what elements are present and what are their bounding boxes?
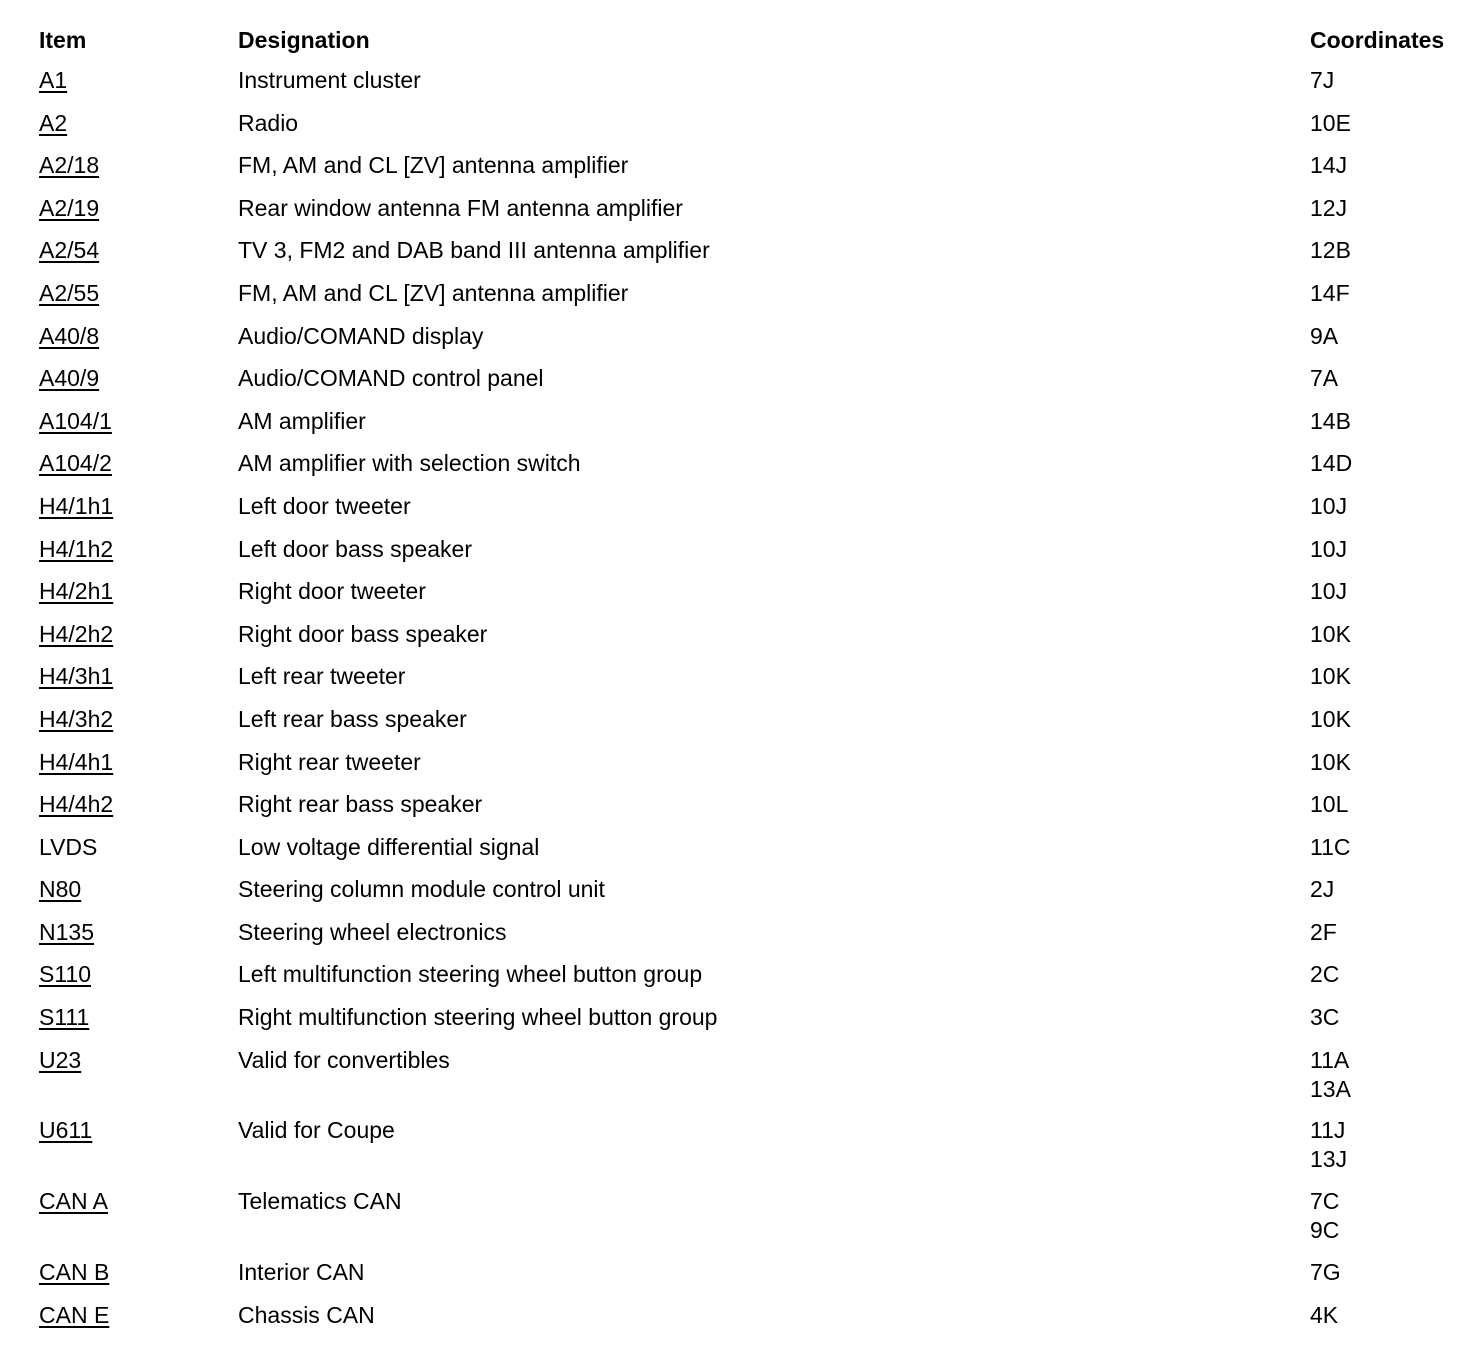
item-link[interactable]: CAN E xyxy=(39,1301,110,1328)
item-link[interactable]: A2 xyxy=(39,109,68,136)
coordinate-value: 11J xyxy=(1310,1117,1346,1144)
item-link[interactable]: S111 xyxy=(39,1004,90,1031)
coordinate-value: 14J xyxy=(1310,152,1348,179)
item-link[interactable]: A104/2 xyxy=(39,450,112,477)
table-row xyxy=(0,875,1472,918)
coordinates-cell xyxy=(1310,109,1351,138)
coordinate-value: 10K xyxy=(1310,748,1351,775)
designation-text: Right door tweeter xyxy=(238,578,426,605)
table-row xyxy=(0,407,1472,450)
coordinate-value: 2F xyxy=(1310,918,1337,945)
coordinate-value: 12B xyxy=(1310,237,1351,264)
item-link[interactable]: A2/55 xyxy=(39,279,100,306)
coordinates-cell xyxy=(1310,407,1351,436)
coordinate-value: 14B xyxy=(1310,407,1351,434)
designation-text: Rear window antenna FM antenna amplifier xyxy=(238,194,683,221)
coordinate-value: 13J xyxy=(1310,1146,1348,1173)
coordinate-value: 9A xyxy=(1310,322,1339,349)
coordinates-cell xyxy=(1310,66,1334,95)
coordinate-value: 10L xyxy=(1310,791,1349,818)
coordinate-value: 11C xyxy=(1310,833,1351,860)
table-row xyxy=(0,790,1472,833)
designation-text: FM, AM and CL [ZV] antenna amplifier xyxy=(238,279,629,306)
table-row xyxy=(0,492,1472,535)
table-row xyxy=(0,364,1472,407)
table-row xyxy=(0,66,1472,109)
header-item: Item xyxy=(39,27,87,53)
coordinate-value: 7C xyxy=(1310,1188,1340,1215)
table-row xyxy=(0,1046,1472,1117)
item-link[interactable]: H4/1h2 xyxy=(39,535,114,562)
designation-text: Telematics CAN xyxy=(238,1188,402,1215)
item-link[interactable]: H4/2h2 xyxy=(39,620,114,647)
designation-text: Low voltage differential signal xyxy=(238,833,540,860)
designation-text: Left door bass speaker xyxy=(238,535,472,562)
table-row xyxy=(0,1187,1472,1258)
coordinates-cell xyxy=(1310,577,1347,606)
coordinate-value: 14D xyxy=(1310,450,1353,477)
designation-text: FM, AM and CL [ZV] antenna amplifier xyxy=(238,152,629,179)
item-link[interactable]: U23 xyxy=(39,1046,82,1073)
coordinates-cell xyxy=(1310,1003,1339,1032)
designation-text: Left rear tweeter xyxy=(238,663,406,690)
table-row xyxy=(0,705,1472,748)
coordinate-value: 10J xyxy=(1310,578,1348,605)
designation-text: TV 3, FM2 and DAB band III antenna amplifier xyxy=(238,237,710,264)
coordinates-cell xyxy=(1310,236,1351,265)
designation-text: Chassis CAN xyxy=(238,1301,375,1328)
table-row xyxy=(0,449,1472,492)
coordinate-value: 10K xyxy=(1310,620,1351,647)
coordinates-cell xyxy=(1310,662,1351,691)
coordinates-cell xyxy=(1310,1301,1338,1330)
table-row xyxy=(0,748,1472,791)
table-row xyxy=(0,1003,1472,1046)
designation-text: Right door bass speaker xyxy=(238,620,488,647)
coordinate-value: 7G xyxy=(1310,1259,1341,1286)
coordinate-value: 7J xyxy=(1310,67,1335,93)
designation-text: Valid for Coupe xyxy=(238,1117,395,1144)
table-row xyxy=(0,1301,1472,1344)
coordinates-cell xyxy=(1310,194,1347,223)
coordinates-cell xyxy=(1310,875,1334,904)
table-row xyxy=(0,109,1472,152)
coordinate-value: 10J xyxy=(1310,492,1348,519)
coordinates-cell xyxy=(1310,151,1347,180)
table-row xyxy=(0,918,1472,961)
coordinate-value: 12J xyxy=(1310,194,1348,221)
designation-text: Left multifunction steering wheel button group xyxy=(238,961,703,988)
table-row xyxy=(0,577,1472,620)
designation-text: Left rear bass speaker xyxy=(238,705,467,732)
item-link[interactable]: A2/18 xyxy=(39,152,100,179)
item-link[interactable]: H4/3h1 xyxy=(39,663,114,690)
coordinate-value: 2C xyxy=(1310,961,1340,988)
table-header xyxy=(0,24,1472,60)
coordinate-value: 10J xyxy=(1310,535,1348,562)
coordinate-value: 14F xyxy=(1310,279,1350,306)
coordinate-value: 3C xyxy=(1310,1004,1340,1031)
table-row xyxy=(0,662,1472,705)
item-link[interactable]: U611 xyxy=(39,1117,93,1144)
coordinates-cell xyxy=(1310,364,1338,393)
item-link[interactable]: CAN A xyxy=(39,1188,109,1215)
item-link[interactable]: N135 xyxy=(39,918,94,945)
coordinates-cell xyxy=(1310,790,1348,819)
designation-text: Right rear tweeter xyxy=(238,748,421,775)
coordinate-value: 2J xyxy=(1310,876,1335,903)
coordinate-value: 7A xyxy=(1310,365,1339,392)
designation-text: Valid for convertibles xyxy=(238,1046,450,1073)
coordinates-cell xyxy=(1310,1187,1339,1245)
item-link[interactable]: H4/1h1 xyxy=(39,492,114,519)
coordinates-cell xyxy=(1310,492,1347,521)
table-body xyxy=(0,66,1472,1343)
item-link[interactable]: A2/19 xyxy=(39,194,100,221)
coordinates-cell xyxy=(1310,620,1351,649)
coordinates-cell xyxy=(1310,918,1337,947)
table-row xyxy=(0,322,1472,365)
item-link[interactable]: H4/4h2 xyxy=(39,791,114,818)
item-label: LVDS xyxy=(39,833,98,860)
coordinate-value: 11A xyxy=(1310,1046,1350,1073)
coordinates-cell xyxy=(1310,1258,1341,1287)
item-link[interactable]: N80 xyxy=(39,876,82,903)
table-row xyxy=(0,1116,1472,1187)
designation-text: Right multifunction steering wheel button group xyxy=(238,1004,718,1031)
item-link[interactable]: CAN B xyxy=(39,1259,110,1286)
item-link[interactable]: A104/1 xyxy=(39,407,112,434)
designation-text: Steering wheel electronics xyxy=(238,918,507,945)
table-row xyxy=(0,620,1472,663)
table-row xyxy=(0,535,1472,578)
item-link[interactable]: A1 xyxy=(39,67,68,93)
coordinates-cell xyxy=(1310,705,1351,734)
coordinates-cell xyxy=(1310,1116,1347,1174)
table-row xyxy=(0,1258,1472,1301)
table-row xyxy=(0,960,1472,1003)
item-link[interactable]: H4/2h1 xyxy=(39,578,114,605)
header-designation: Designation xyxy=(238,27,370,53)
coordinate-value: 10K xyxy=(1310,663,1351,690)
table-row xyxy=(0,833,1472,876)
coordinate-value: 13A xyxy=(1310,1075,1351,1102)
designation-text: Right rear bass speaker xyxy=(238,791,483,818)
table-row xyxy=(0,151,1472,194)
designation-text: Radio xyxy=(238,109,299,136)
item-link[interactable]: A40/9 xyxy=(39,365,100,392)
coordinates-cell xyxy=(1310,449,1352,478)
coordinates-cell xyxy=(1310,748,1351,777)
designation-text: Audio/COMAND display xyxy=(238,322,484,349)
table-row xyxy=(0,194,1472,237)
designation-text: Instrument cluster xyxy=(238,67,421,93)
table-row xyxy=(0,236,1472,279)
coordinate-value: 10K xyxy=(1310,705,1351,732)
item-link[interactable]: A40/8 xyxy=(39,322,100,349)
designation-text: Interior CAN xyxy=(238,1259,365,1286)
item-link[interactable]: A2/54 xyxy=(39,237,100,264)
coordinate-value: 4K xyxy=(1310,1301,1339,1328)
coordinates-cell xyxy=(1310,279,1350,308)
item-link[interactable]: S110 xyxy=(39,961,92,988)
item-link[interactable]: H4/4h1 xyxy=(39,748,114,775)
coordinates-cell xyxy=(1310,960,1339,989)
designation-text: Audio/COMAND control panel xyxy=(238,365,544,392)
coordinates-cell xyxy=(1310,322,1338,351)
header-coordinates: Coordinates xyxy=(1310,27,1445,53)
coordinate-value: 10E xyxy=(1310,109,1351,136)
item-link[interactable]: H4/3h2 xyxy=(39,705,114,732)
designation-text: AM amplifier xyxy=(238,407,366,434)
coordinates-cell xyxy=(1310,1046,1351,1104)
coordinates-cell xyxy=(1310,833,1351,862)
designation-text: Left door tweeter xyxy=(238,492,411,519)
coordinate-value: 9C xyxy=(1310,1217,1340,1244)
coordinates-cell xyxy=(1310,535,1347,564)
designation-text: Steering column module control unit xyxy=(238,876,605,903)
table-row xyxy=(0,279,1472,322)
designation-text: AM amplifier with selection switch xyxy=(238,450,581,477)
